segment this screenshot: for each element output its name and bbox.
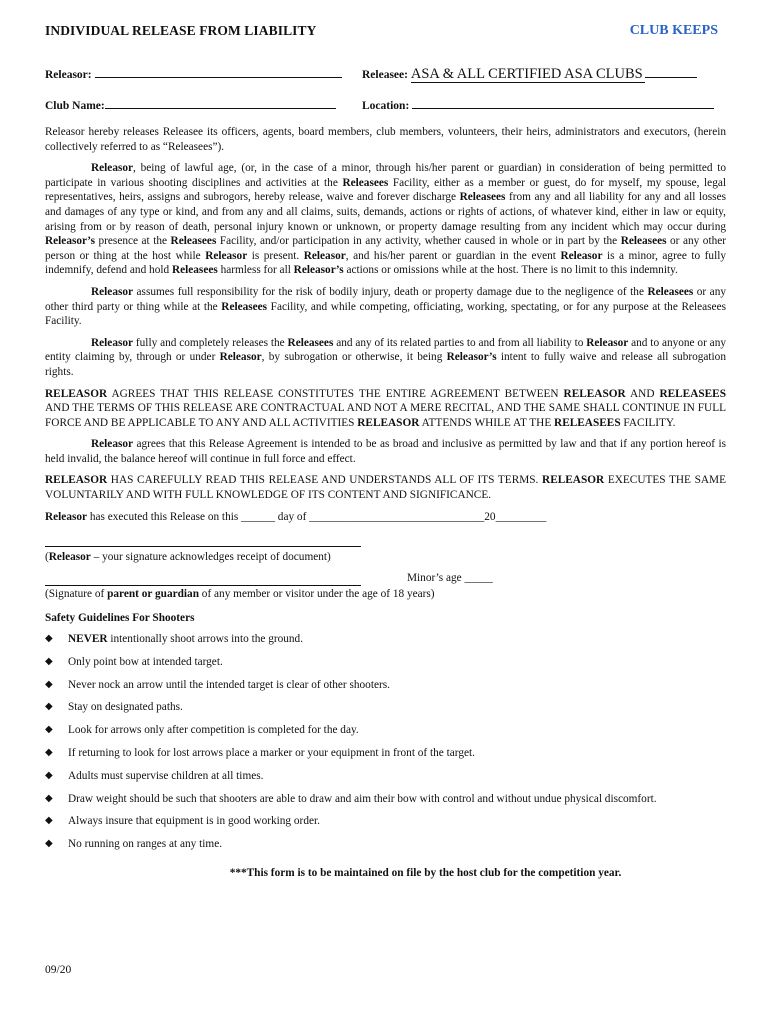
diamond-bullet-icon: ◆ (45, 701, 53, 713)
diamond-bullet-icon: ◆ (45, 815, 53, 827)
releasor-releasee-row (45, 66, 726, 84)
form-revision-date: 09/20 (45, 964, 72, 976)
releasor-label: Releasor: (45, 69, 92, 81)
releasor-field (45, 66, 342, 83)
diamond-bullet-icon: ◆ (45, 633, 53, 645)
club-name-input-line[interactable] (105, 97, 336, 109)
location-label: Location: (362, 100, 410, 112)
minors-age-field[interactable]: Minor’s age _____ (407, 571, 493, 584)
safety-rule: ◆ Stay on designated paths. (45, 701, 183, 714)
safety-rule: ◆ No running on ranges at any time. (45, 838, 223, 851)
safety-rule: ◆ Always insure that equipment is in good working order. (45, 815, 320, 828)
diamond-bullet-icon: ◆ (45, 724, 53, 736)
paragraph-entire-agreement: RELEASOR AGREES THAT THIS RELEASE CONSTITUTES THE ENTIRE AGREEMENT BETWEEN RELEASOR AND RELEASEES AND THE TERMS OF THIS RELEASE ARE CONTRACTUAL AND NOT A MERE RECITAL, AND THE SAME SHALL CONTINUE IN FULL FORCE AND BE APPLICABLE TO ANY AND ALL ACTIVITIES RELEASOR ATTENDS WHILE AT THE RELEASEES FACILITY. (45, 387, 726, 429)
diamond-bullet-icon: ◆ (45, 792, 53, 804)
club-name-label: Club Name: (45, 100, 105, 112)
safety-rule: ◆ Only point bow at intended target. (45, 655, 223, 668)
club-location-row (45, 97, 726, 115)
paragraph-execution-date: Releasor has executed this Release on this ______ day of _______________________________20_________ (45, 510, 547, 523)
form-header (45, 24, 726, 44)
releasor-input-line[interactable] (95, 66, 342, 78)
parent-signature-caption: (Signature of parent or guardian of any member or visitor under the age of 18 years) (45, 587, 435, 600)
safety-guidelines-list (45, 632, 726, 860)
safety-rule: ◆ Never nock an arrow until the intended target is clear of other shooters. (45, 678, 390, 691)
releasee-label: Releasee: (362, 69, 408, 81)
paragraph-acknowledgement: RELEASOR HAS CAREFULLY READ THIS RELEASE AND UNDERSTANDS ALL OF ITS TERMS. RELEASOR EXECUTES THE SAME VOLUNTARILY AND WITH FULL KNOWLEDGE OF ITS CONTENT AND SIGNIFICANCE. (45, 474, 726, 502)
location-input-line[interactable] (412, 97, 714, 109)
diamond-bullet-icon: ◆ (45, 678, 53, 690)
safety-rule: ◆ If returning to look for lost arrows place a marker or your equipment in front of the target. (45, 747, 475, 760)
diamond-bullet-icon: ◆ (45, 769, 53, 781)
paragraph-severability: Releasor agrees that this Release Agreement is intended to be as broad and inclusive as permitted by law and that if any portion hereof is held invalid, the balance hereof will continue in full force and effect. (45, 438, 726, 465)
diamond-bullet-icon: ◆ (45, 838, 53, 850)
copy-designation: CLUB KEEPS (629, 23, 718, 38)
safety-rule: ◆ NEVER intentionally shoot arrows into the ground. (45, 633, 304, 646)
paragraph-release-terms: Releasor, being of lawful age, (or, in the case of a minor, through his/her parent or guardian) in consideration of being permitted to participate in various shooting disciplines and activities at the Releasees Facility, either as a member or guest, do for myself, my spouse, legal representatives, heirs, assigns and subrogors, hereby release, waive and forever discharge Releasees from any and all liability for any and all losses and damages of any type or kind, and from any and all claims, suits, demands, actions or rights of actions, of whatever kind, either in law or equity, arising from or by reason of death, personal injury known or unknown, or property damage resulting from any incident which may occur during Releasor’s presence at the Releasees Facility, and/or participation in any activity, whether caused in whole or in part by the Releasees or any other person or thing at the host while Releasor is present. Releasor, and his/her parent or guardian in the event Releasor is a minor, agree to fully indemnify, defend and hold Releasees harmless for all Releasor’s actions or omissions while at the host. There is no limit to this indemnity. (45, 162, 727, 277)
form-title: INDIVIDUAL RELEASE FROM LIABILITY (45, 23, 317, 38)
diamond-bullet-icon: ◆ (45, 747, 53, 759)
diamond-bullet-icon: ◆ (45, 655, 53, 667)
releasee-value: ASA & ALL CERTIFIED ASA CLUBS (410, 66, 643, 82)
safety-rule: ◆ Adults must supervise children at all times. (45, 769, 264, 782)
club-name-field (45, 97, 336, 114)
paragraph-assumption-of-risk: Releasor assumes full responsibility for the risk of bodily injury, death or property damage due to the negligence of the Releasees or any other third party or thing while at the Releasees Facility, and while competing, officiating, working, spectating, or for any purpose at the Releasees Facility. (45, 285, 726, 328)
releasor-signature-caption: (Releasor – your signature acknowledges receipt of document) (45, 551, 331, 564)
safety-guidelines-title: Safety Guidelines For Shooters (45, 612, 195, 625)
paragraph-release-intro: Releasor hereby releases Releasee its officers, agents, board members, club members, volunteers, their heirs, administrators and executors, (herein collectively referred to as “Releasees”). (45, 126, 726, 153)
retention-note: ***This form is to be maintained on file by the host club for the competition year. (229, 867, 622, 879)
release-body (45, 125, 726, 881)
parent-signature-row (45, 571, 726, 585)
releasee-field (362, 66, 697, 83)
parent-signature-line[interactable] (45, 571, 361, 586)
location-field (362, 97, 714, 114)
releasee-line-tail (645, 66, 697, 78)
releasor-signature-line[interactable] (45, 532, 361, 547)
safety-rule: ◆ Draw weight should be such that shooters are able to draw and aim their bow with control and without undue physical discomfort. (45, 792, 657, 805)
safety-rule: ◆ Look for arrows only after competition is completed for the day. (45, 724, 359, 737)
paragraph-subrogation: Releasor fully and completely releases the Releasees and any of its related parties to and from all liability to Releasor and to anyone or any entity claiming by, through or under Releasor, by subrogation or otherwise, it being Releasor’s intent to fully waive and release all subrogation rights. (45, 336, 726, 378)
